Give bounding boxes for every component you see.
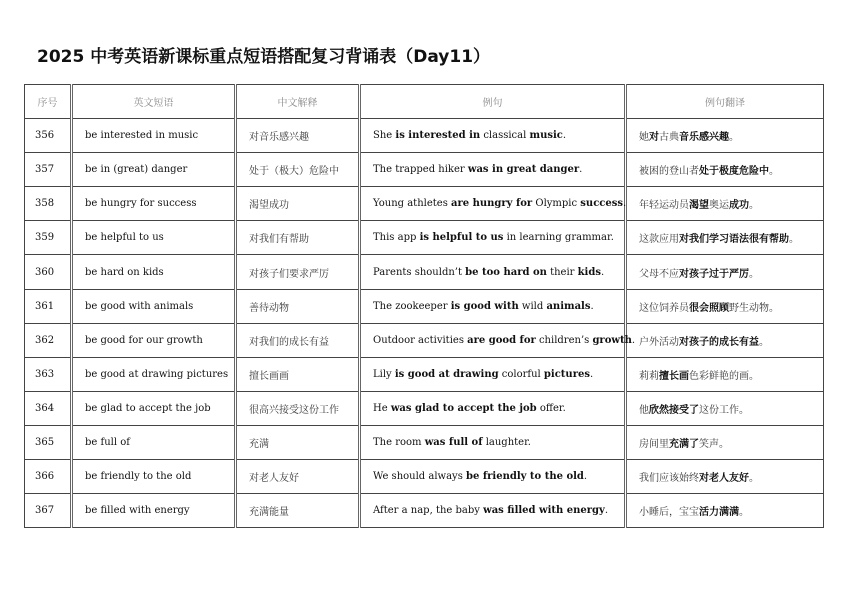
row-index: 356 xyxy=(25,119,72,153)
example-sentence xyxy=(360,187,626,221)
example-sentence-highlight: be too hard on xyxy=(465,266,547,278)
example-sentence xyxy=(360,391,626,425)
example-sentence xyxy=(360,323,636,357)
chinese-meaning: 渴望成功 xyxy=(236,187,360,221)
example-translation xyxy=(626,187,824,221)
example-sentence-highlight: are good for xyxy=(467,334,536,346)
chinese-meaning: 很高兴接受这份工作 xyxy=(236,391,360,425)
example-translation xyxy=(626,460,824,494)
row-index: 365 xyxy=(25,425,72,459)
example-translation-text: 这位饲养员 xyxy=(639,302,689,314)
row-index: 361 xyxy=(25,289,72,323)
example-translation xyxy=(626,323,824,357)
header-index: 序号 xyxy=(25,85,72,119)
chinese-meaning: 对音乐感兴趣 xyxy=(236,119,360,153)
example-translation xyxy=(626,494,824,528)
example-translation xyxy=(626,221,824,255)
row-index: 367 xyxy=(25,494,72,528)
example-translation-text: 。 xyxy=(729,132,739,144)
example-sentence-text: offer. xyxy=(536,402,566,414)
example-sentence-highlight: pictures xyxy=(543,368,590,380)
english-phrase: be glad to accept the job xyxy=(72,391,236,425)
example-translation-text: 。 xyxy=(769,166,779,178)
english-phrase: be hungry for success xyxy=(72,187,236,221)
phrase-table xyxy=(24,84,824,528)
table-row xyxy=(25,323,824,357)
english-phrase: be good for our growth xyxy=(72,323,236,357)
example-sentence-highlight: was in great danger xyxy=(467,164,580,176)
english-phrase: be good with animals xyxy=(72,289,236,323)
example-translation-text: 野生动物。 xyxy=(729,302,779,314)
table-row xyxy=(25,255,824,289)
example-translation-highlight: 擅长画 xyxy=(659,370,689,382)
example-translation-highlight: 渴望 xyxy=(689,200,709,212)
example-sentence-text: This app xyxy=(373,232,420,244)
english-phrase: be hard on kids xyxy=(72,255,236,289)
example-sentence-highlight: kids xyxy=(577,266,601,278)
example-translation-text: 。 xyxy=(749,473,759,485)
example-sentence-text: The room xyxy=(373,436,425,448)
row-index: 363 xyxy=(25,357,72,391)
row-index: 366 xyxy=(25,460,72,494)
table-row xyxy=(25,289,824,323)
example-translation-text: 户外活动 xyxy=(639,336,679,348)
example-translation-highlight: 成功 xyxy=(729,200,749,212)
example-translation-text: 被困的登山者 xyxy=(639,166,699,178)
example-translation-highlight: 欣然接受了 xyxy=(649,404,699,416)
example-sentence-highlight: are hungry for xyxy=(451,198,533,210)
header-example-sentence: 例句 xyxy=(360,85,626,119)
example-translation-highlight: 很会照顾 xyxy=(689,302,729,314)
example-translation-text: 。 xyxy=(759,336,769,348)
chinese-meaning: 对我们的成长有益 xyxy=(236,323,360,357)
example-sentence-text: Outdoor activities xyxy=(373,334,468,346)
example-sentence-text: . xyxy=(562,130,567,142)
table-row xyxy=(25,460,824,494)
example-sentence-highlight: was full of xyxy=(424,436,483,448)
example-sentence-highlight: be friendly to the old xyxy=(466,471,584,483)
table-row xyxy=(25,391,824,425)
example-sentence-text: . xyxy=(579,164,583,176)
example-sentence-text: . xyxy=(631,334,636,346)
example-translation xyxy=(626,289,824,323)
table-row xyxy=(25,425,824,459)
english-phrase: be helpful to us xyxy=(72,221,236,255)
row-index: 358 xyxy=(25,187,72,221)
example-sentence-highlight: was filled with energy xyxy=(483,505,605,517)
example-sentence xyxy=(360,255,626,289)
example-translation-text: 这款应用 xyxy=(639,234,679,246)
example-translation xyxy=(626,425,824,459)
english-phrase: be friendly to the old xyxy=(72,460,236,494)
example-translation-highlight: 对孩子过于严厉 xyxy=(679,268,749,280)
example-translation-text: 。 xyxy=(789,234,799,246)
example-sentence-text: children’s xyxy=(535,334,593,346)
example-sentence-text: wild xyxy=(518,300,547,312)
chinese-meaning: 处于（极大）危险中 xyxy=(236,153,360,187)
example-sentence-text: their xyxy=(546,266,578,278)
example-sentence xyxy=(360,153,626,187)
example-sentence-highlight: growth xyxy=(592,334,632,346)
example-sentence-text: colorful xyxy=(498,368,544,380)
example-sentence xyxy=(360,289,626,323)
table-row xyxy=(25,119,824,153)
english-phrase: be in (great) danger xyxy=(72,153,236,187)
row-index: 360 xyxy=(25,255,72,289)
table-row xyxy=(25,187,824,221)
example-sentence-text: classical xyxy=(480,130,530,142)
example-sentence xyxy=(360,460,626,494)
row-index: 359 xyxy=(25,221,72,255)
example-translation-text: 莉莉 xyxy=(639,370,659,382)
row-index: 362 xyxy=(25,323,72,357)
header-example-translation: 例句翻译 xyxy=(626,85,824,119)
example-translation-highlight: 对老人友好 xyxy=(699,473,749,485)
example-translation xyxy=(626,119,824,153)
example-translation-text: 笑声。 xyxy=(699,438,729,450)
example-sentence xyxy=(360,221,626,255)
example-sentence-highlight: is helpful to us xyxy=(419,232,504,244)
example-translation-text: 小睡后，宝宝 xyxy=(639,507,699,519)
example-translation-text: 年轻运动员 xyxy=(639,200,689,212)
example-sentence xyxy=(360,357,626,391)
chinese-meaning: 充满 xyxy=(236,425,360,459)
example-translation-text: 。 xyxy=(739,507,749,519)
english-phrase: be interested in music xyxy=(72,119,236,153)
example-translation-text: 房间里 xyxy=(639,438,669,450)
english-phrase: be filled with energy xyxy=(72,494,236,528)
example-sentence-text: . xyxy=(589,368,594,380)
example-translation-text: 。 xyxy=(749,200,759,212)
example-sentence-text: The zookeeper xyxy=(373,300,451,312)
chinese-meaning: 对孩子们要求严厉 xyxy=(236,255,360,289)
example-sentence-text: . xyxy=(623,198,627,210)
example-translation-highlight: 对我们学习语法很有帮助 xyxy=(679,234,789,246)
table-row xyxy=(25,153,824,187)
example-translation-text: 我们应该始终 xyxy=(639,473,699,485)
example-sentence-text: . xyxy=(600,266,605,278)
example-translation-text: 他 xyxy=(639,404,649,416)
example-sentence-highlight: is interested in xyxy=(395,130,481,142)
example-sentence-highlight: was glad to accept the job xyxy=(390,402,537,414)
example-translation-highlight: 活力满满 xyxy=(699,507,739,519)
example-sentence-text: Olympic xyxy=(532,198,581,210)
example-sentence-text: . xyxy=(604,505,609,517)
example-sentence-highlight: is good with xyxy=(450,300,519,312)
table-row xyxy=(25,494,824,528)
example-sentence-text: . xyxy=(590,300,594,312)
example-sentence-highlight: music xyxy=(529,130,563,142)
example-translation-text: 奥运 xyxy=(709,200,729,212)
example-translation xyxy=(626,391,824,425)
example-translation-highlight: 充满了 xyxy=(669,438,699,450)
table-row xyxy=(25,357,824,391)
example-translation-highlight: 处于极度危险中 xyxy=(699,166,769,178)
row-index: 364 xyxy=(25,391,72,425)
table-header-row xyxy=(25,85,824,119)
example-sentence xyxy=(360,425,626,459)
page-title: 2025 中考英语新课标重点短语搭配复习背诵表（Day11） xyxy=(37,47,491,67)
row-index: 357 xyxy=(25,153,72,187)
example-sentence xyxy=(360,119,626,153)
example-translation xyxy=(626,153,824,187)
example-translation-text: 色彩鲜艳的画。 xyxy=(689,370,759,382)
example-translation-text: 父母不应 xyxy=(639,268,679,280)
example-translation-text: 。 xyxy=(749,268,759,280)
chinese-meaning: 对老人友好 xyxy=(236,460,360,494)
header-chinese-meaning: 中文解释 xyxy=(236,85,360,119)
example-translation-highlight: 对 xyxy=(649,132,659,144)
example-sentence-text: Parents shouldn’t xyxy=(373,266,466,278)
example-sentence-text: laughter. xyxy=(482,436,531,448)
chinese-meaning: 擅长画画 xyxy=(236,357,360,391)
example-sentence-text: in learning grammar. xyxy=(503,232,614,244)
chinese-meaning: 充满能量 xyxy=(236,494,360,528)
example-translation-highlight: 对孩子的成长有益 xyxy=(679,336,759,348)
example-translation-highlight: 音乐感兴趣 xyxy=(679,132,729,144)
example-sentence-text: Young athletes xyxy=(373,198,451,210)
chinese-meaning: 对我们有帮助 xyxy=(236,221,360,255)
table-row xyxy=(25,221,824,255)
example-sentence-text: She xyxy=(373,130,396,142)
example-sentence-text: After a nap, the baby xyxy=(373,505,484,517)
example-translation-text: 这份工作。 xyxy=(699,404,749,416)
example-sentence-text: Lily xyxy=(373,368,395,380)
example-sentence-text: The trapped hiker xyxy=(373,164,468,176)
example-sentence-text: He xyxy=(373,402,391,414)
example-sentence-text: We should always xyxy=(373,471,467,483)
example-translation xyxy=(626,255,824,289)
example-sentence-highlight: success xyxy=(580,198,623,210)
example-translation xyxy=(626,357,824,391)
example-sentence-highlight: animals xyxy=(546,300,591,312)
example-translation-text: 古典 xyxy=(659,132,679,144)
chinese-meaning: 善待动物 xyxy=(236,289,360,323)
english-phrase: be full of xyxy=(72,425,236,459)
example-sentence xyxy=(360,494,626,528)
header-english-phrase: 英文短语 xyxy=(72,85,236,119)
example-translation-text: 她 xyxy=(639,132,649,144)
example-sentence-text: . xyxy=(583,471,588,483)
english-phrase: be good at drawing pictures xyxy=(72,357,236,391)
example-sentence-highlight: is good at drawing xyxy=(394,368,499,380)
